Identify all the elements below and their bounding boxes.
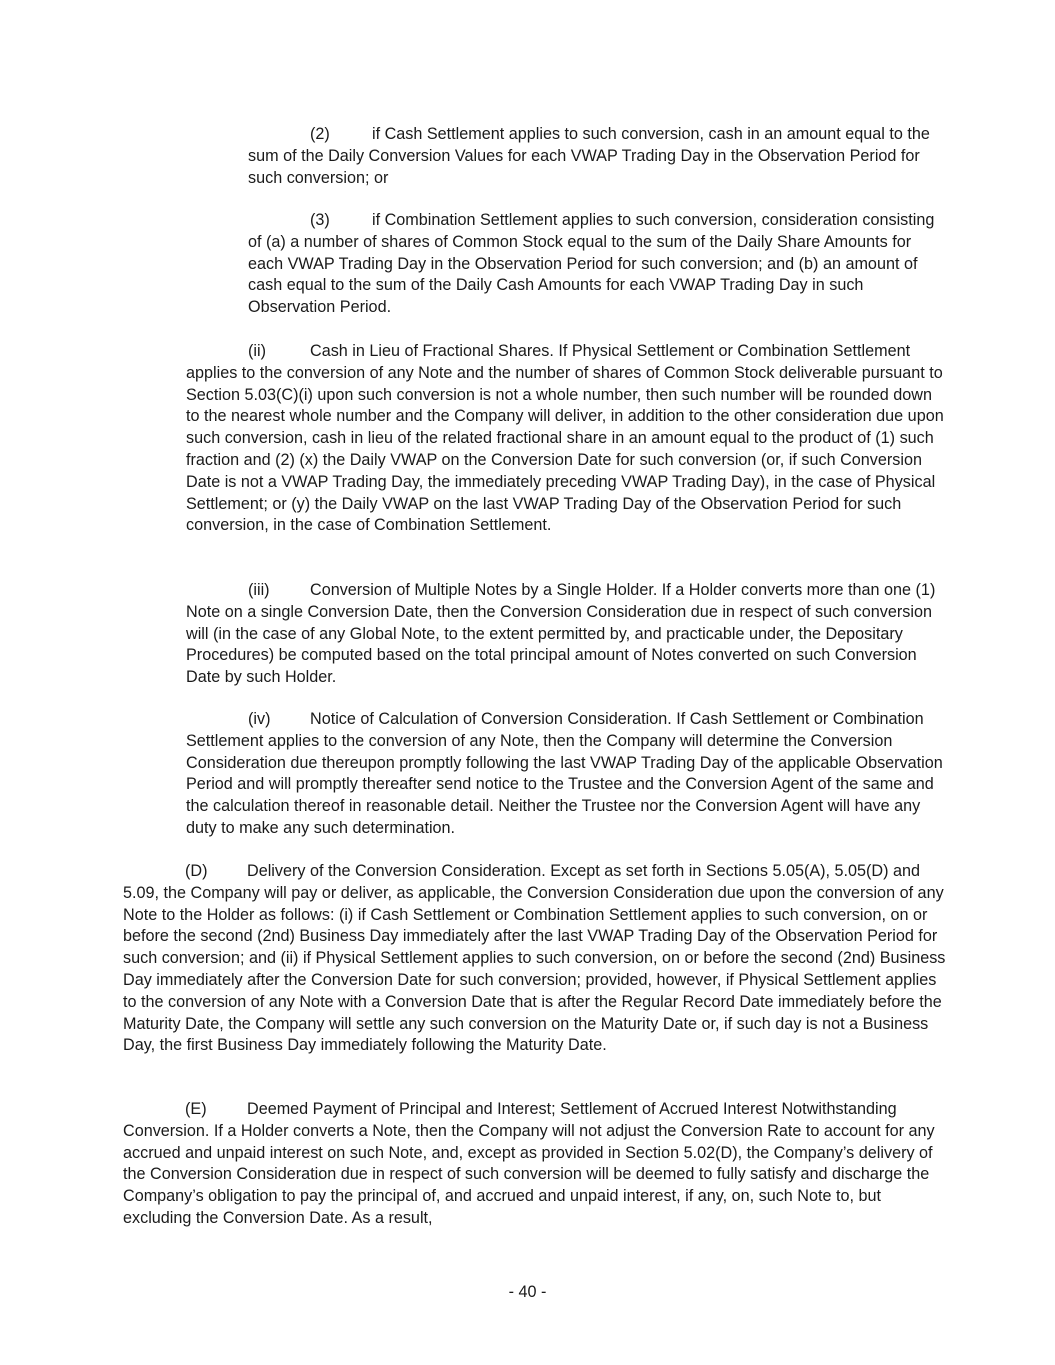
paragraph-iii: [186, 580, 948, 689]
paragraph-ii: [186, 341, 948, 537]
paragraph-2: [248, 124, 948, 189]
paragraph-D: [123, 861, 948, 1057]
paragraph-text: if Cash Settlement applies to such conversion, cash in an amount equal to the sum of the Daily Conversion Values for each VWAP Trading Day in the Observation Period for such conversion; or: [248, 125, 930, 187]
paragraph-number: (ii): [248, 342, 266, 360]
paragraph-E: [123, 1099, 948, 1230]
paragraph-number: (iii): [248, 581, 270, 599]
paragraph-text: if Combination Settlement applies to such conversion, consideration consisting of (a) a number of shares of Common Stock equal to the sum of the Daily Share Amounts for each VWAP Trading Day in the Observation Period for such conversion; and (b) an amount of cash equal to the sum of the Daily Cash Amounts for each VWAP Trading Day in such Observation Period.: [248, 211, 935, 317]
paragraph-number: (2): [310, 125, 330, 143]
paragraph-text: Notice of Calculation of Conversion Consideration. If Cash Settlement or Combination Settlement applies to the conversion of any Note, then the Company will determine the Conversion Consideration due thereupon promptly following the last VWAP Trading Day of the applicable Observation Period and will promptly thereafter send notice to the Trustee and the Conversion Agent of the same and the calculation thereof in reasonable detail. Neither the Trustee nor the Conversion Agent will have any duty to make any such determination.: [186, 710, 943, 837]
paragraph-number: (3): [310, 211, 330, 229]
paragraph-3: [248, 210, 948, 319]
paragraph-number: (D): [185, 862, 208, 880]
paragraph-text: Deemed Payment of Principal and Interest; Settlement of Accrued Interest Notwithstanding Conversion. If a Holder converts a Note, then the Company will not adjust the Conversion Rate to account for any accrued and unpaid interest on such Note, and, except as provided in Section 5.02(D), the Company’s delivery of the Conversion Consideration due in respect of such conversion will be deemed to fully satisfy and discharge the Company’s obligation to pay the principal of, and accrued and unpaid interest, if any, on, such Note to, but excluding the Conversion Date. As a result,: [123, 1100, 935, 1227]
page-number: - 40 -: [508, 1283, 547, 1301]
paragraph-text: Cash in Lieu of Fractional Shares. If Physical Settlement or Combination Settlement applies to the conversion of any Note and the number of shares of Common Stock deliverable pursuant to Section 5.03(C)(i) upon such conversion is not a whole number, then such number will be rounded down to the nearest whole number and the Company will deliver, in addition to the other consideration due upon such conversion, cash in lieu of the related fractional share in an amount equal to the product of (1) such fraction and (2) (x) the Daily VWAP on the Conversion Date for such conversion (or, if such Conversion Date is not a VWAP Trading Day, the immediately preceding VWAP Trading Day), in the case of Physical Settlement; or (y) the Daily VWAP on the last VWAP Trading Day of the Observation Period for such conversion, in the case of Combination Settlement.: [186, 342, 944, 535]
paragraph-iv: [186, 709, 948, 840]
paragraph-number: (E): [185, 1100, 207, 1118]
paragraph-text: Delivery of the Conversion Consideration. Except as set forth in Sections 5.05(A), 5.05(D) and 5.09, the Company will pay or deliver, as applicable, the Conversion Consideration due upon the conversion of any Note to the Holder as follows: (i) if Cash Settlement or Combination Settlement applies to such conversion, on or before the second (2nd) Business Day immediately after the last VWAP Trading Day of the Observation Period for such conversion; and (ii) if Physical Settlement applies to such conversion, on or before the second (2nd) Business Day immediately after the Conversion Date for such conversion; provided, however, if Physical Settlement applies to the conversion of any Note with a Conversion Date that is after the Regular Record Date immediately before the Maturity Date, the Company will settle any such conversion on the Maturity Date or, if such day is not a Business Day, the first Business Day immediately following the Maturity Date.: [123, 862, 946, 1055]
paragraph-number: (iv): [248, 710, 271, 728]
paragraph-text: Conversion of Multiple Notes by a Single Holder. If a Holder converts more than one (1) Note on a single Conversion Date, then the Conversion Consideration due in respect of such conversion will (in the case of any Global Note, to the extent permitted by, and practicable under, the Depositary Procedures) be computed based on the total principal amount of Notes converted on such Conversion Date by such Holder.: [186, 581, 936, 687]
